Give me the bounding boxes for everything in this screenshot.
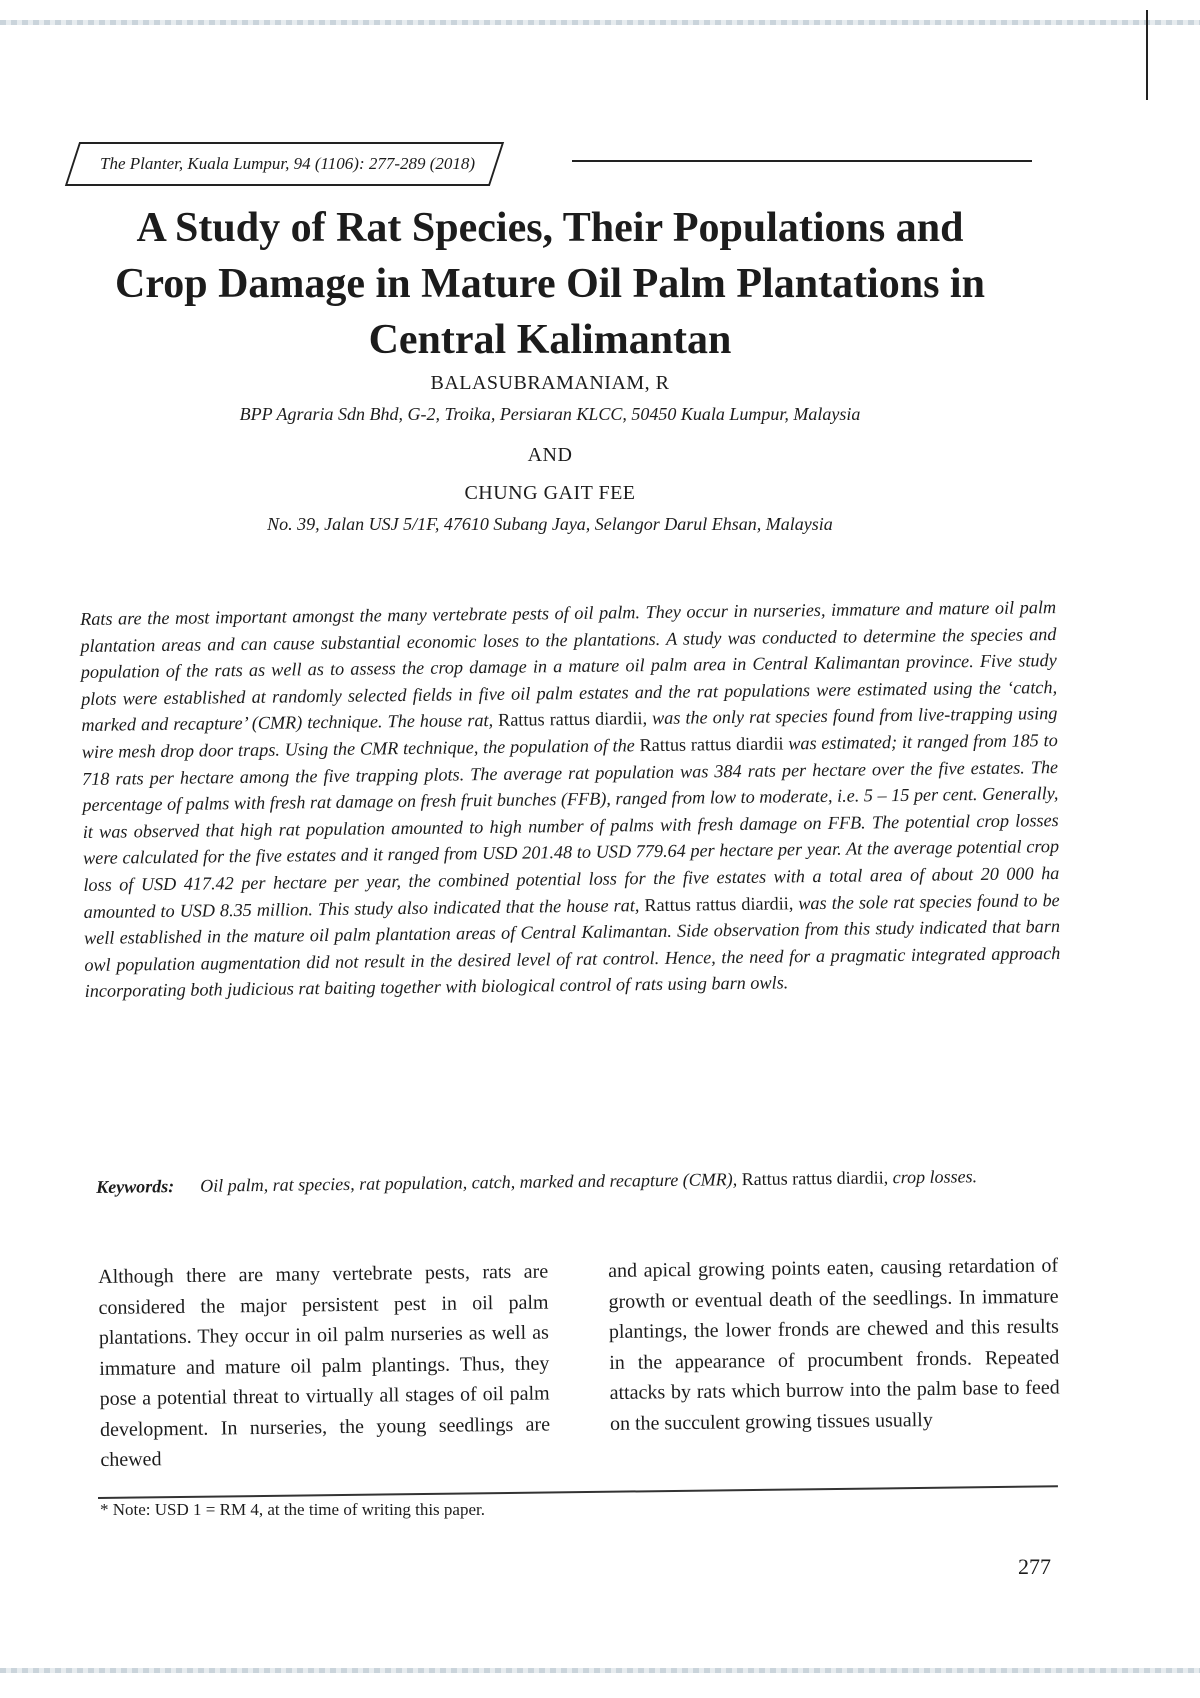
author-2-affiliation: No. 39, Jalan USJ 5/1F, 47610 Subang Jaya, Selangor Darul Ehsan, Malaysia — [267, 514, 833, 534]
scan-edge-right — [1146, 10, 1148, 100]
abstract-text: was the sole rat species found to be well established in the mature oil palm plantation areas of Central Kalimantan. Side observation from this study indicated that barn owl population augmentation did not result in the desired level of rat control. Hence, the need for a pragmatic integrated approach incorporating both judicious rat baiting together with biological control of rats using barn owls. — [83, 889, 1061, 1002]
title-line: Crop Damage in Mature Oil Palm Plantations in — [115, 261, 985, 307]
paper-title — [70, 200, 1030, 368]
abstract — [80, 594, 1061, 1005]
footnote: * Note: USD 1 = RM 4, at the time of writing this paper. — [100, 1500, 485, 1519]
title-line: A Study of Rat Species, Their Populations and — [136, 205, 964, 251]
keywords-text: Oil palm, rat species, rat population, catch, marked and recapture (CMR), — [200, 1169, 738, 1196]
author-1-affiliation: BPP Agraria Sdn Bhd, G-2, Troika, Persiaran KLCC, 50450 Kuala Lumpur, Malaysia — [239, 404, 861, 424]
title-line: Central Kalimantan — [368, 317, 732, 363]
citation-rule — [572, 160, 1032, 162]
author-2-name: CHUNG GAIT FEE — [464, 482, 636, 504]
page-number: 277 — [1018, 1554, 1051, 1579]
citation-box — [65, 142, 504, 186]
scan-edge-top — [0, 20, 1200, 25]
species-name: Rattus rattus diardii — [639, 733, 784, 756]
body-column-left: Although there are many vertebrate pests, rats are considered the major persistent pest in oil palm plantations. They occur in oil palm nurseries as well as immature and mature oil palm plantings. Thus, they pose a potential threat to virtually all stages of oil palm development. In nurseries, the young seedlings are chewed — [98, 1260, 551, 1471]
journal-citation — [72, 142, 1032, 192]
keywords-text-2: crop losses. — [892, 1166, 978, 1188]
scan-edge-bottom — [0, 1668, 1200, 1673]
abstract-text: was estimated; it ranged from 185 to 718 rats per hectare among the five trapping plots. The average rat population was 384 rats per hectare over the five estates. The percentage of palms with fresh rat damage on fresh fruit bunches (FFB), ranged from low to moderate, i.e. 5 – 15 per cent. Generally, it was observed that high rat population amounted to high number of palms with fresh damage on FFB. The potential crop losses were calculated for the five estates and it ranged from USD 201.48 to USD 779.64 per hectare per year. At the average potential crop loss of USD 417.42 per hectare per year, the combined potential loss for the five estates with a total area of about 20 000 ha amounted to USD 8.35 million. This study also indicated that the house rat, — [81, 730, 1060, 922]
abstract-text: Rats are the most important amongst the many vertebrate pests of oil palm. They occur in nurseries, immature and mature oil palm plantation areas and can cause substantial economic loses to the plantations. A study was conducted to determine the species and population of the rats as well as to assess the crop damage in a mature oil palm area in Central Kalimantan province. Five study plots were established at randomly selected fields in five oil palm estates and the rat populations were estimated using the ‘catch, marked and recapture’ (CMR) technique. The house rat, — [80, 597, 1058, 736]
author-1-name: BALASUBRAMANIAM, R — [430, 372, 670, 394]
abstract-text: was the only rat species found from live-trapping using wire mesh drop door traps. Using the CMR technique, the population of the — [81, 703, 1058, 762]
keywords-list — [200, 1160, 1046, 1200]
footnote-divider — [98, 1485, 1058, 1499]
citation-text: The Planter, Kuala Lumpur, 94 (1106): 277-289 (2018) — [100, 154, 476, 173]
body-column-right: and apical growing points eaten, causing retardation of growth or eventual death of the seedlings. In immature plantings, the lower fronds are chewed and this results in the appearance of procumbent fronds. Repeated attacks by rats which burrow into the palm base to feed on the succulent growing tissues usually — [608, 1254, 1060, 1435]
species-name: Rattus rattus diardii, — [497, 708, 648, 731]
author-conjunction: AND — [527, 444, 573, 466]
keywords-label: Keywords: — [96, 1176, 175, 1197]
keywords — [96, 1160, 1046, 1202]
keywords-species: Rattus rattus diardii, — [741, 1167, 889, 1190]
species-name: Rattus rattus diardii, — [644, 892, 794, 915]
